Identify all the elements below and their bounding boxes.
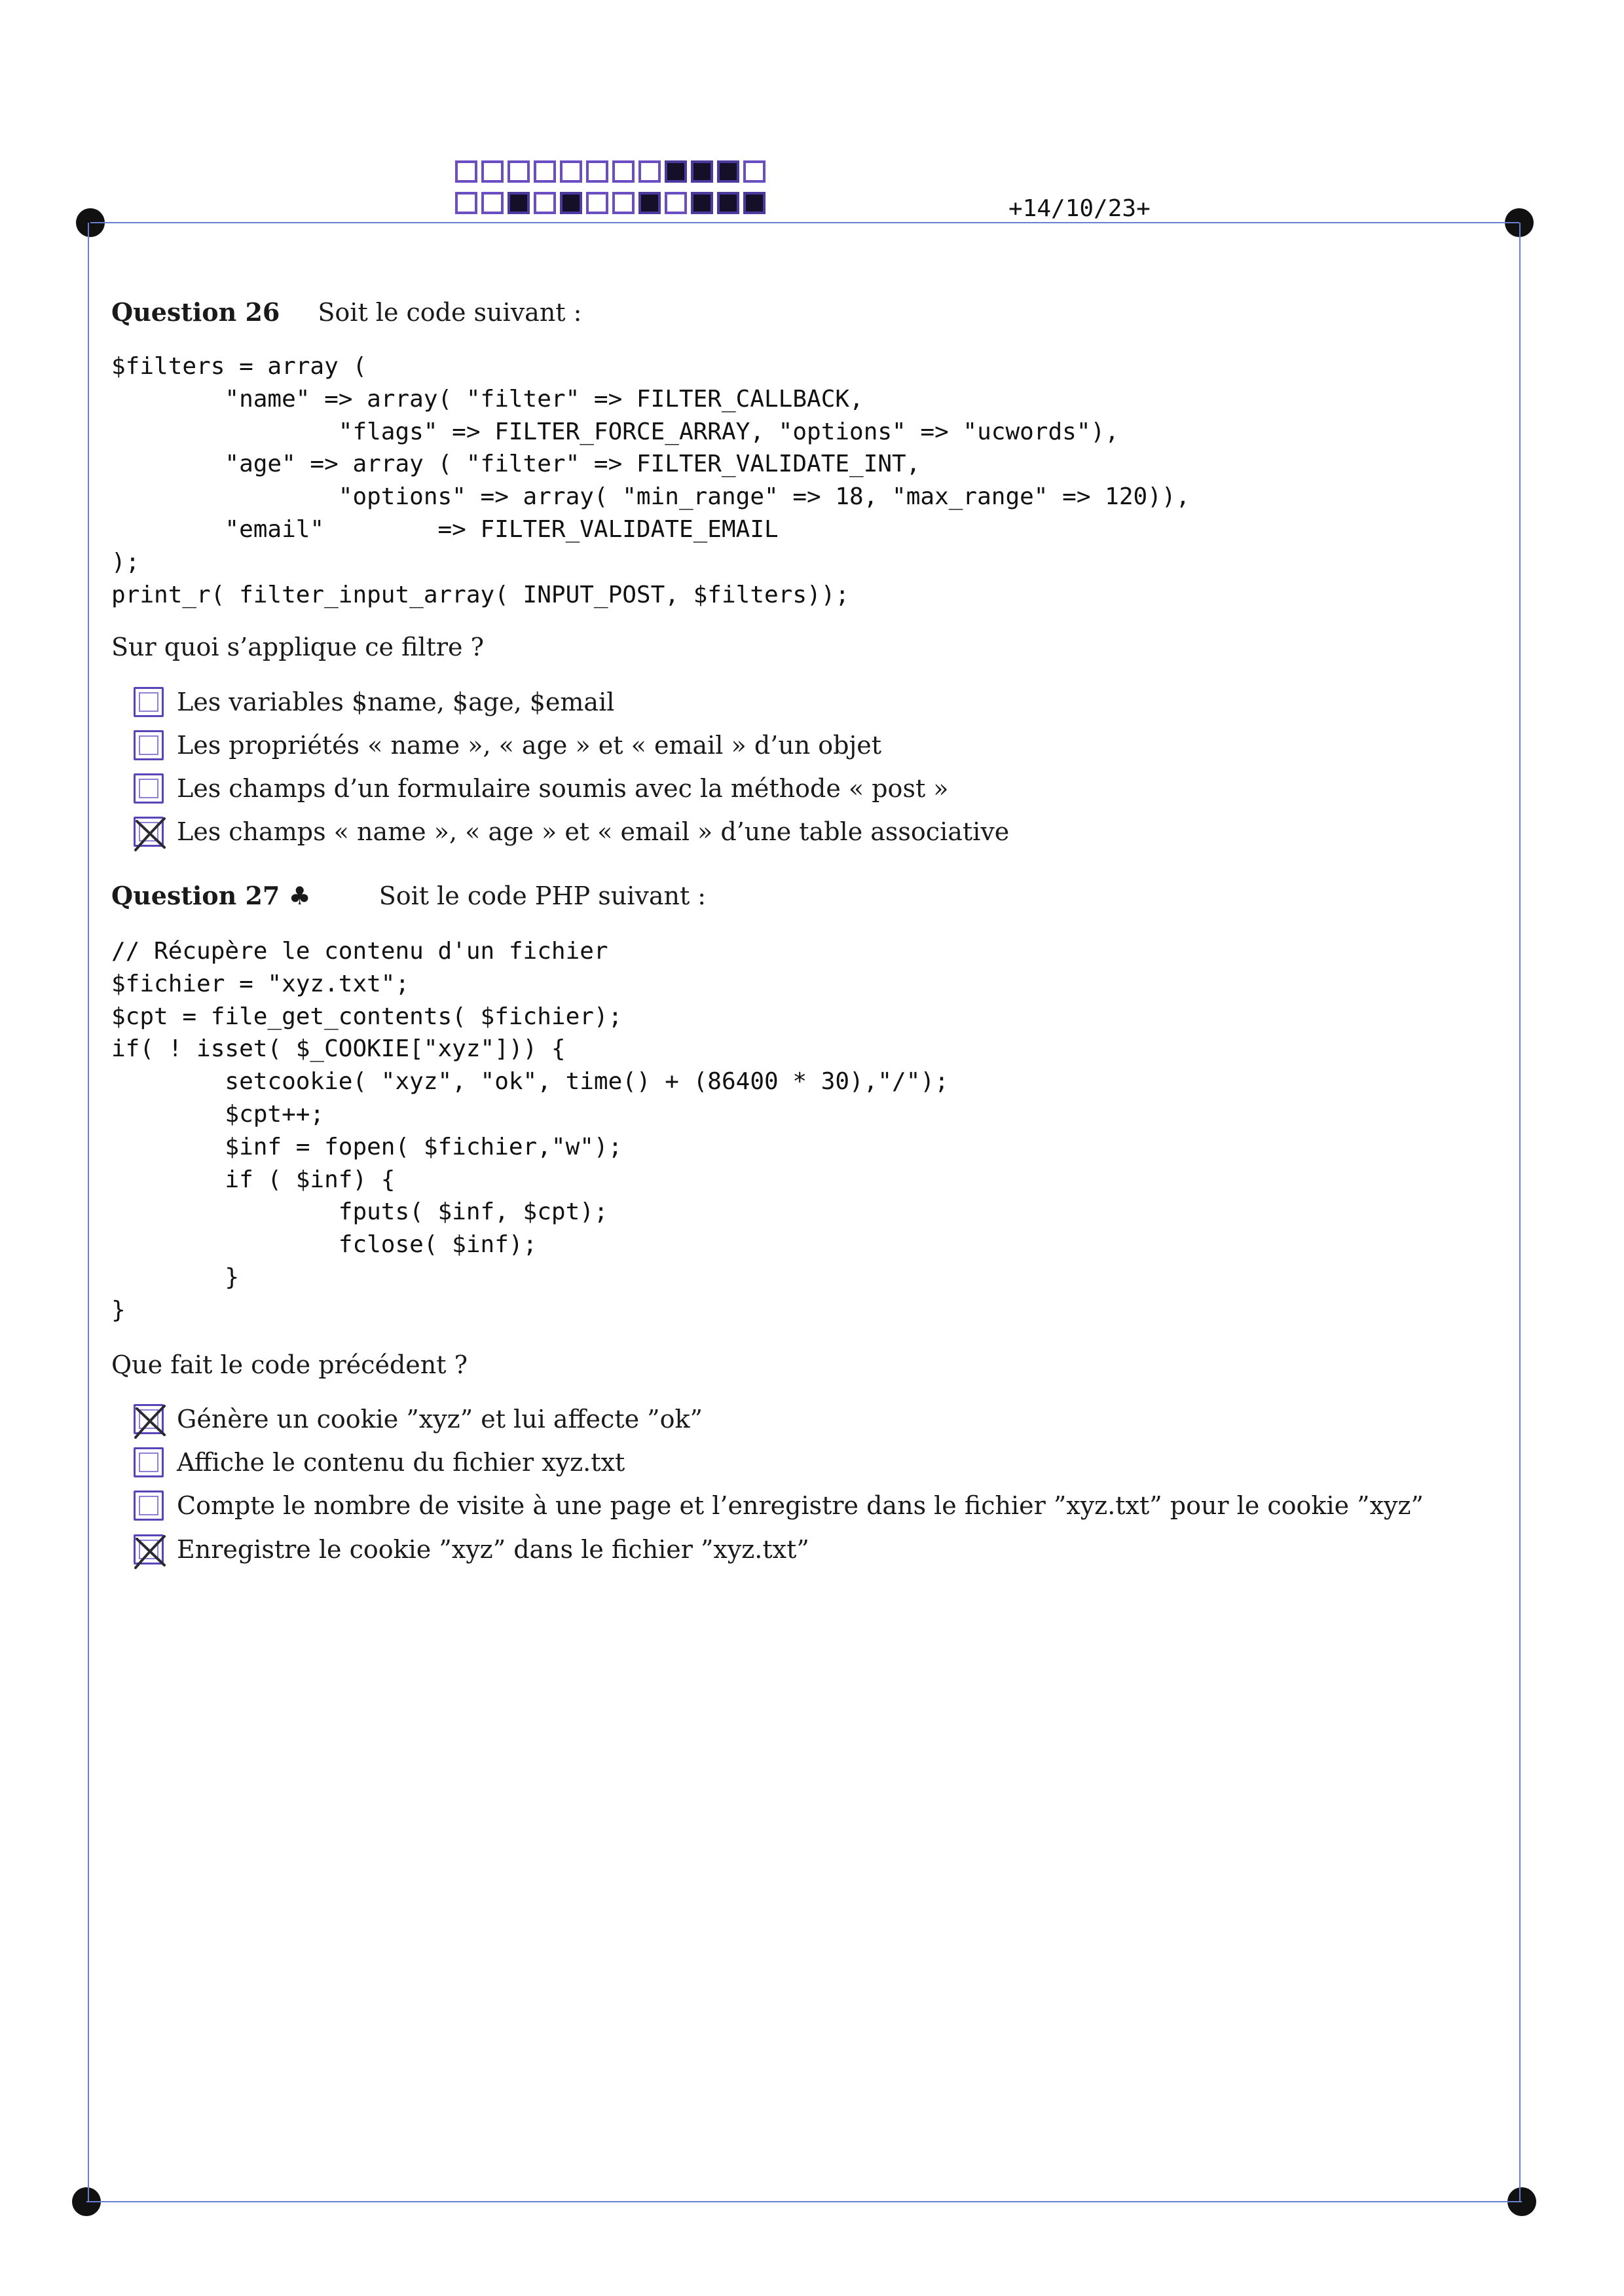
- answer-option[interactable]: [134, 1532, 809, 1566]
- answer-checkbox[interactable]: [134, 1447, 164, 1477]
- answer-checkbox[interactable]: [134, 773, 164, 804]
- id-cell: [534, 192, 556, 214]
- frame-left: [88, 223, 89, 2202]
- answer-label: Les champs d’un formulaire soumis avec la méthode « post »: [177, 774, 949, 803]
- question-26-heading: [111, 297, 581, 327]
- student-id-row-1: [455, 160, 769, 183]
- answer-checkbox[interactable]: [134, 730, 164, 760]
- question-26-prompt: Sur quoi s’applique ce filtre ?: [111, 633, 484, 661]
- question-27-heading: [111, 881, 706, 910]
- id-cell: [507, 192, 530, 214]
- answer-label: Les champs « name », « age » et « email » d’une table associative: [177, 817, 1010, 846]
- question-27-code: // Récupère le contenu d'un fichier $fichier = "xyz.txt"; $cpt = file_get_contents( $fichier); if( ! isset( $_COOKIE["xyz"])) { setcookie( "xyz", "ok", time() + (86400 * 30),"/"); $cpt++; $inf = fopen( $fichier,"w"); if ( $inf) { fputs( $inf, $cpt); fclose( $inf); } }: [111, 938, 949, 1324]
- id-cell: [665, 192, 687, 214]
- id-cell: [455, 160, 477, 183]
- id-cell: [691, 192, 713, 214]
- check-cross-icon: [129, 812, 172, 855]
- id-cell: [586, 192, 608, 214]
- question-intro: Soit le code PHP suivant :: [378, 881, 707, 910]
- answer-checkbox[interactable]: [134, 687, 164, 717]
- answer-option[interactable]: [134, 771, 949, 805]
- id-cell: [612, 192, 635, 214]
- frame-bottom: [86, 2201, 1522, 2202]
- frame-top: [90, 222, 1519, 223]
- club-icon: ♣: [288, 881, 311, 910]
- id-cell: [717, 192, 739, 214]
- id-cell: [612, 160, 635, 183]
- answer-label: Affiche le contenu du fichier xyz.txt: [177, 1448, 625, 1477]
- id-cell: [534, 160, 556, 183]
- id-cell: [691, 160, 713, 183]
- answer-checkbox[interactable]: [134, 1404, 164, 1434]
- id-cell: [560, 192, 582, 214]
- answer-checkbox[interactable]: [134, 1534, 164, 1565]
- frame-right: [1519, 223, 1521, 2202]
- id-cell: [717, 160, 739, 183]
- id-cell: [586, 160, 608, 183]
- id-cell: [455, 192, 477, 214]
- answer-option[interactable]: [134, 815, 1009, 849]
- answer-label: Les variables $name, $age, $email: [177, 688, 615, 716]
- check-cross-icon: [129, 1530, 172, 1573]
- date-code: +14/10/23+: [1008, 195, 1151, 222]
- id-cell: [481, 160, 504, 183]
- question-intro: Soit le code suivant :: [318, 298, 582, 327]
- answer-checkbox[interactable]: [134, 817, 164, 847]
- answer-option[interactable]: [134, 685, 614, 719]
- question-number: Question 27 ♣: [111, 881, 311, 910]
- answer-option[interactable]: [134, 1445, 625, 1479]
- student-id-row-2: [455, 192, 769, 214]
- question-26-code: $filters = array ( "name" => array( "filter" => FILTER_CALLBACK, "flags" => FILTER_FORCE_ARRAY, "options" => "ucwords"), "age" => array ( "filter" => FILTER_VALIDATE_INT, "options" => array( "min_range" => 18, "max_range" => 120)), "email" => FILTER_VALIDATE_EMAIL ); print_r( filter_input_array( INPUT_POST, $filters));: [111, 353, 1190, 608]
- id-cell: [560, 160, 582, 183]
- answer-label: Enregistre le cookie ”xyz” dans le fichier ”xyz.txt”: [177, 1535, 809, 1564]
- answer-label: Les propriétés « name », « age » et « email » d’un objet: [177, 731, 882, 760]
- answer-label: Génère un cookie ”xyz” et lui affecte ”ok”: [177, 1405, 703, 1434]
- id-cell: [743, 192, 766, 214]
- id-cell: [638, 160, 661, 183]
- id-cell: [743, 160, 766, 183]
- id-cell: [665, 160, 687, 183]
- check-cross-icon: [129, 1399, 172, 1443]
- answer-option[interactable]: [134, 728, 881, 762]
- question-27-prompt: Que fait le code précédent ?: [111, 1350, 468, 1379]
- question-number: Question 26: [111, 297, 280, 327]
- id-cell: [481, 192, 504, 214]
- answer-option[interactable]: [134, 1489, 1424, 1523]
- id-cell: [507, 160, 530, 183]
- answer-option[interactable]: [134, 1402, 703, 1436]
- answer-label: Compte le nombre de visite à une page et l’enregistre dans le fichier ”xyz.txt” pour le cookie ”xyz”: [177, 1491, 1424, 1520]
- id-cell: [638, 192, 661, 214]
- answer-checkbox[interactable]: [134, 1491, 164, 1521]
